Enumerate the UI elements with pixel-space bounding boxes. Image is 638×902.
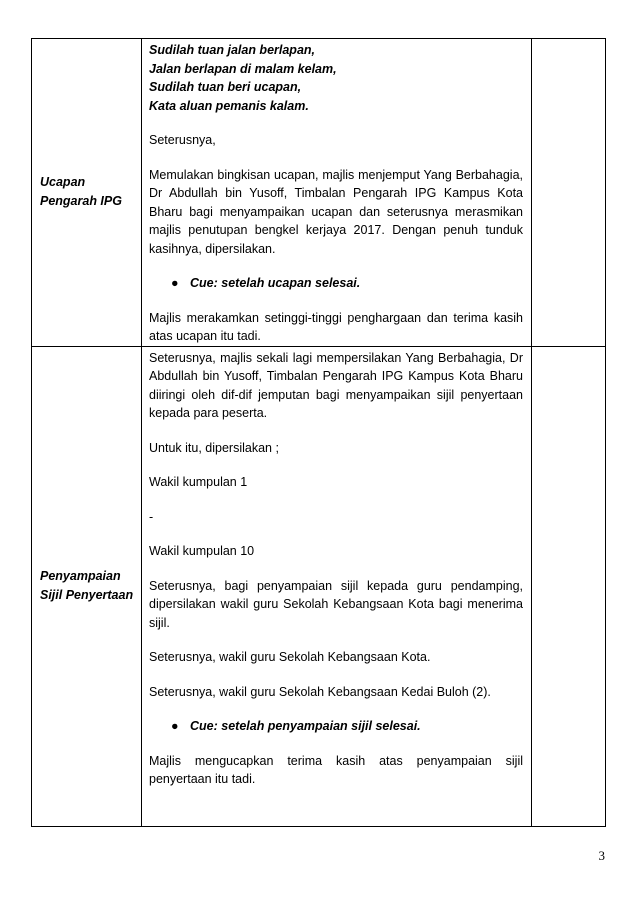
cue-text: Cue: setelah ucapan selesai. <box>190 276 361 290</box>
row-content-cell <box>142 346 532 826</box>
row-label-line: Sijil Penyertaan <box>40 588 134 602</box>
cue-item <box>149 274 523 293</box>
row-label <box>32 567 141 605</box>
row-label-cell <box>32 346 142 826</box>
cue-item <box>149 717 523 736</box>
bullet-icon: ● <box>171 276 179 290</box>
pantun-line: Sudilah tuan jalan berlapan, <box>149 43 316 57</box>
cue-text: Cue: setelah penyampaian sijil selesai. <box>190 719 421 733</box>
paragraph: Seterusnya, majlis sekali lagi mempersilakan Yang Berbahagia, Dr Abdullah bin Yusoff, Timbalan Pengarah IPG Kampus Kota Bharu diiringi oleh dif-dif jemputan bagi menyampaikan sijil penyertaan kepada para peserta. <box>149 350 523 420</box>
pantun-verse <box>149 41 523 115</box>
row-content <box>142 39 531 346</box>
program-script-table <box>31 38 606 827</box>
paragraph: Seterusnya, bagi penyampaian sijil kepada guru pendamping, dipersilakan wakil guru Sekolah Kebangsaan Kota bagi menerima sijil. <box>149 578 523 630</box>
paragraph: Untuk itu, dipersilakan ; <box>149 440 279 455</box>
row-label-cell <box>32 39 142 347</box>
pantun-line: Jalan berlapan di malam kelam, <box>149 61 337 76</box>
row-content-cell <box>142 39 532 347</box>
pantun-line: Sudilah tuan beri ucapan, <box>149 80 302 94</box>
paragraph: - <box>149 509 154 524</box>
paragraph: Majlis merakamkan setinggi-tinggi penghargaan dan terima kasih atas ucapan itu tadi. <box>149 310 523 343</box>
paragraph: Seterusnya, <box>149 133 216 147</box>
pantun-line: Kata aluan pemanis kalam. <box>149 98 309 113</box>
paragraph: Seterusnya, wakil guru Sekolah Kebangsaan Kota. <box>149 650 431 664</box>
row-label-line: Pengarah IPG <box>40 194 122 209</box>
row-notes-cell <box>532 346 606 826</box>
paragraph: Majlis mengucapkan terima kasih atas penyampaian sijil penyertaan itu tadi. <box>149 753 523 786</box>
paragraph: Seterusnya, wakil guru Sekolah Kebangsaan Kedai Buloh (2). <box>149 684 491 699</box>
table-row-ucapan <box>32 39 606 347</box>
row-label <box>32 173 141 211</box>
bullet-icon: ● <box>171 719 179 733</box>
row-notes-cell <box>532 39 606 347</box>
row-label-line: Penyampaian <box>40 569 121 583</box>
row-content <box>142 347 531 789</box>
row-label-line: Ucapan <box>40 175 86 190</box>
table-row-sijil <box>32 346 606 826</box>
paragraph: Wakil kumpulan 10 <box>149 544 255 558</box>
paragraph: Memulakan bingkisan ucapan, majlis menjemput Yang Berbahagia, Dr Abdullah bin Yusoff, Timbalan Pengarah IPG Kampus Kota Bharu bagi menyampaikan ucapan dan seterusnya merasmikan majlis penutupan bengkel kerjaya 2017. Dengan penuh tunduk kasihnya, dipersilakan. <box>149 167 523 256</box>
paragraph: Wakil kumpulan 1 <box>149 475 248 489</box>
page-number: 3 <box>598 848 605 863</box>
